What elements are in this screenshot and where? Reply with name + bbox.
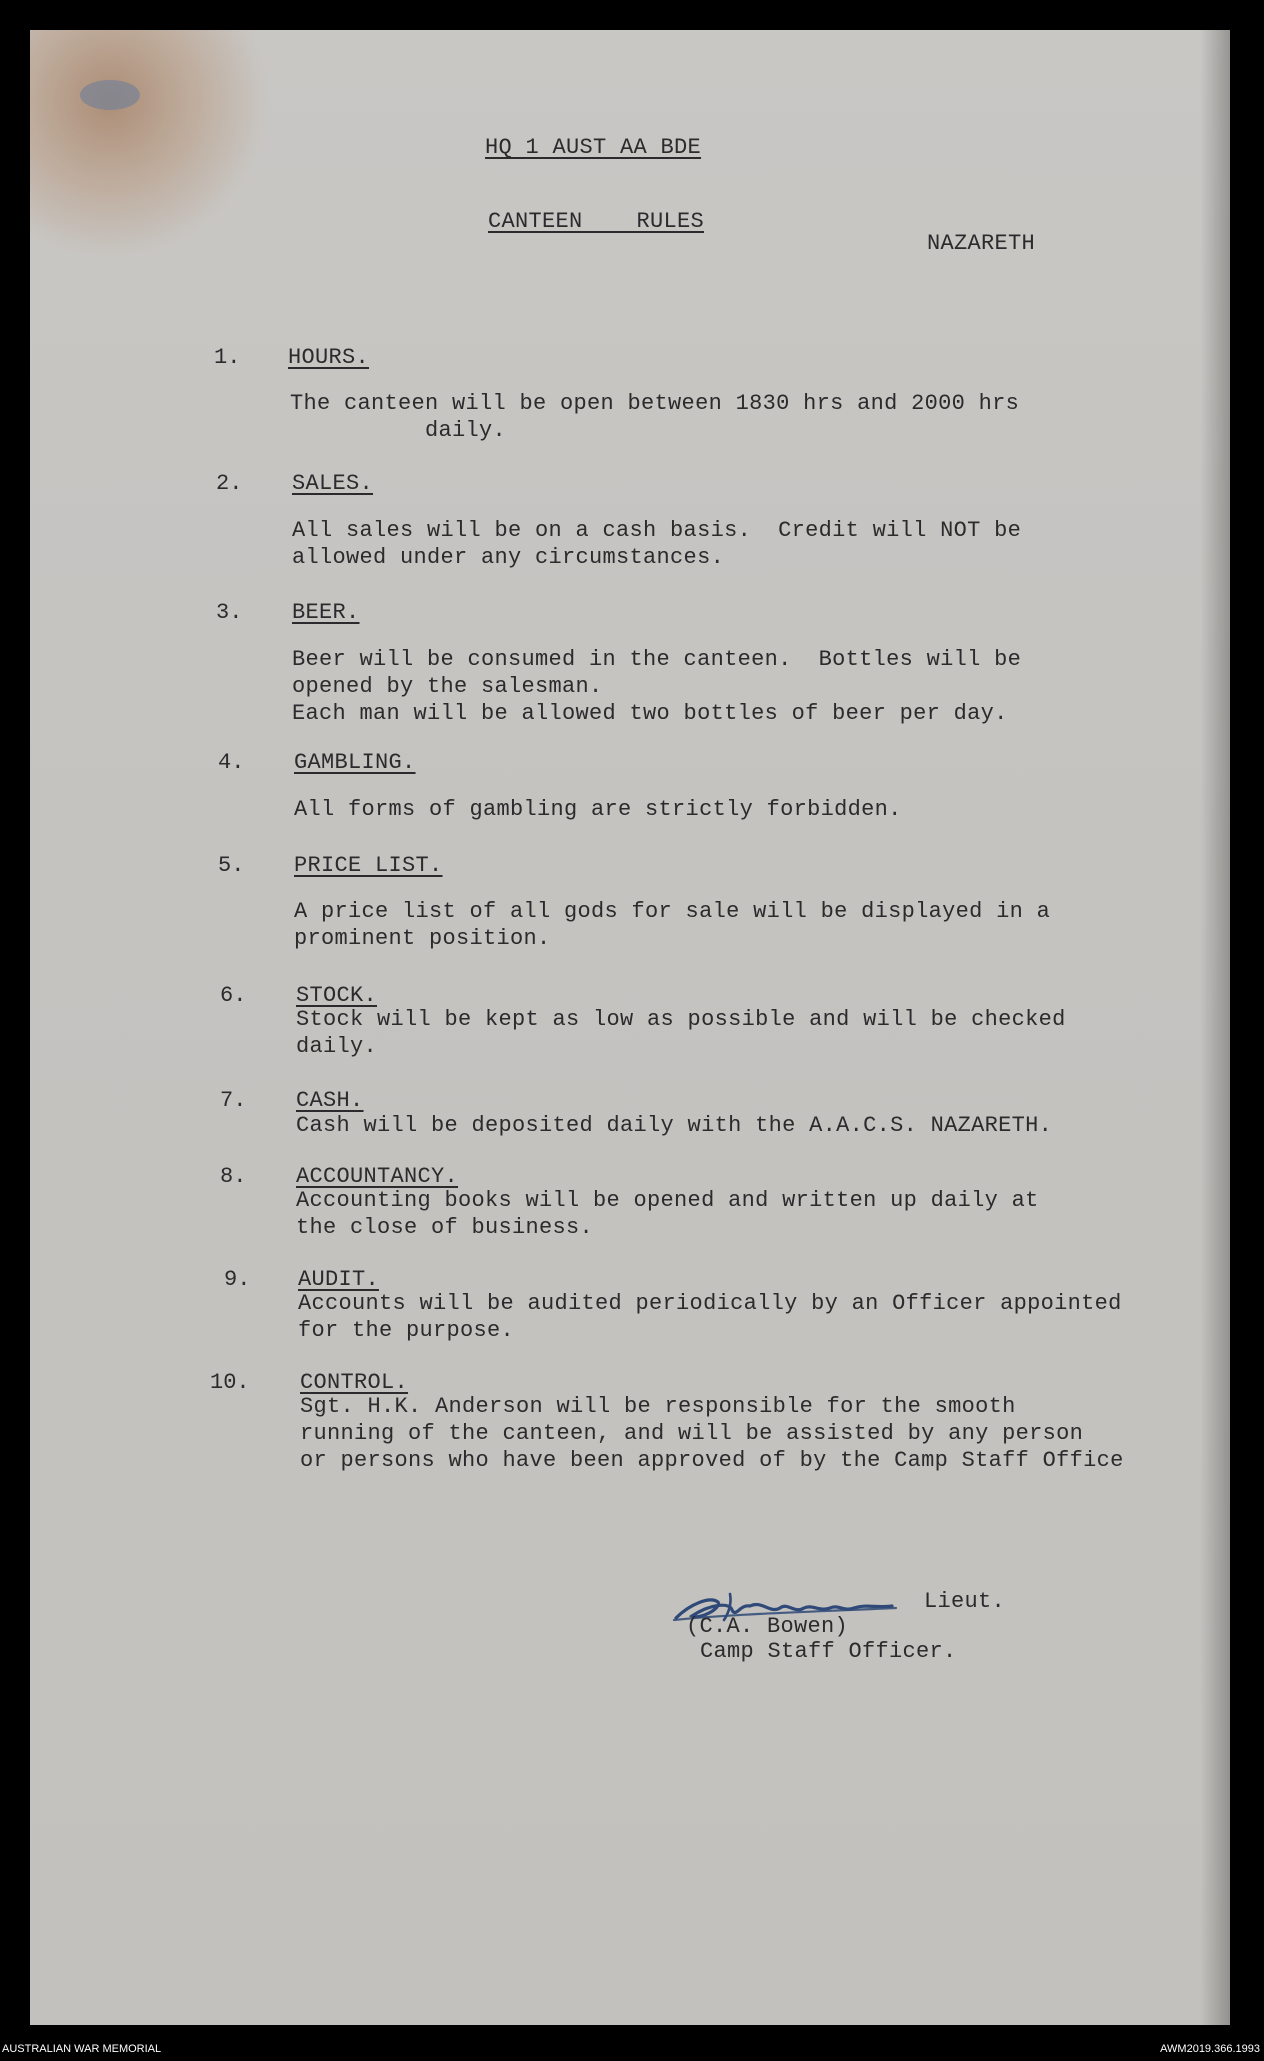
rule-heading: STOCK. xyxy=(296,983,378,1008)
signature-name: (C.A. Bowen) xyxy=(686,1614,849,1639)
rule-text-line: Accounting books will be opened and written up daily at xyxy=(296,1188,1039,1213)
document-location: NAZARETH xyxy=(927,231,1036,256)
stain-spot xyxy=(80,80,140,110)
rule-text-line: The canteen will be open between 1830 hrs and 2000 hrs xyxy=(290,391,1020,416)
page-edge-shadow xyxy=(1200,30,1230,2025)
rule-heading: CASH. xyxy=(296,1088,364,1113)
document-title: CANTEEN RULES xyxy=(488,209,705,234)
rule-text-line: daily. xyxy=(290,418,507,443)
rule-number: 3. xyxy=(216,600,243,625)
document-page xyxy=(30,30,1230,2025)
rule-number: 1. xyxy=(214,345,241,370)
footer-bar xyxy=(0,2035,1264,2061)
rule-text-line: opened by the salesman. xyxy=(292,674,603,699)
rule-text-line: or persons who have been approved of by the Camp Staff Office xyxy=(300,1448,1124,1473)
rule-text-line: the close of business. xyxy=(296,1215,594,1240)
rule-text-line: All sales will be on a cash basis. Credit will NOT be xyxy=(292,518,1022,543)
rule-heading: BEER. xyxy=(292,600,360,625)
rule-text-line: Beer will be consumed in the canteen. Bottles will be xyxy=(292,647,1022,672)
rust-stain xyxy=(30,30,270,260)
rule-text-line: Cash will be deposited daily with the A.A.C.S. NAZARETH. xyxy=(296,1113,1053,1138)
rule-heading: GAMBLING. xyxy=(294,750,416,775)
rule-text-line: Each man will be allowed two bottles of beer per day. xyxy=(292,701,1008,726)
rule-number: 4. xyxy=(218,750,245,775)
rule-heading: SALES. xyxy=(292,471,374,496)
document-header: HQ 1 AUST AA BDE xyxy=(485,135,702,160)
signature-position: Camp Staff Officer. xyxy=(700,1639,957,1664)
rule-text-line: prominent position. xyxy=(294,926,551,951)
footer-catalogue-id: AWM2019.366.1993 xyxy=(1160,2043,1260,2055)
signature-rank: Lieut. xyxy=(924,1589,1006,1614)
rule-text-line: A price list of all gods for sale will be displayed in a xyxy=(294,899,1051,924)
rule-number: 2. xyxy=(216,471,243,496)
rule-text-line: allowed under any circumstances. xyxy=(292,545,725,570)
rule-heading: HOURS. xyxy=(288,345,370,370)
footer-institution: AUSTRALIAN WAR MEMORIAL xyxy=(2,2043,162,2055)
rule-number: 10. xyxy=(210,1370,250,1395)
rule-text-line: Sgt. H.K. Anderson will be responsible for the smooth xyxy=(300,1394,1016,1419)
rule-number: 8. xyxy=(220,1164,247,1189)
rule-number: 6. xyxy=(220,983,247,1008)
rule-number: 7. xyxy=(220,1088,247,1113)
rule-heading: PRICE LIST. xyxy=(294,853,443,878)
rule-text-line: daily. xyxy=(296,1034,378,1059)
rule-number: 5. xyxy=(218,853,245,878)
rule-heading: AUDIT. xyxy=(298,1267,380,1292)
rule-text-line: running of the canteen, and will be assisted by any person xyxy=(300,1421,1084,1446)
rule-heading: CONTROL. xyxy=(300,1370,409,1395)
rule-heading: ACCOUNTANCY. xyxy=(296,1164,459,1189)
rule-text-line: Accounts will be audited periodically by an Officer appointed xyxy=(298,1291,1122,1316)
rule-number: 9. xyxy=(224,1267,251,1292)
rule-text-line: All forms of gambling are strictly forbidden. xyxy=(294,797,902,822)
rule-text-line: Stock will be kept as low as possible and will be checked xyxy=(296,1007,1066,1032)
rule-text-line: for the purpose. xyxy=(298,1318,515,1343)
